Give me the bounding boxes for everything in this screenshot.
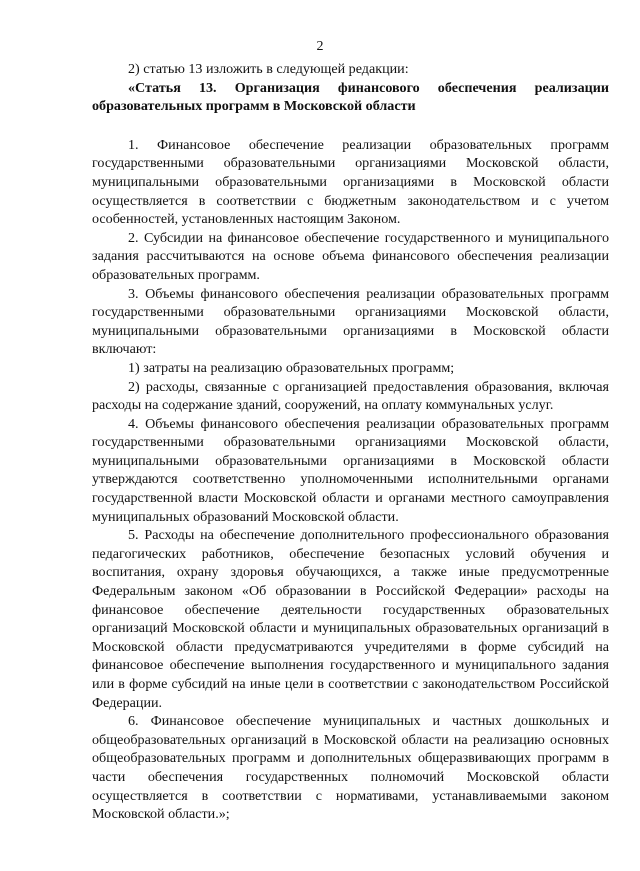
page-number: 2 [316, 39, 324, 54]
list-item-1: 1) затраты на реализацию образовательных программ; [128, 359, 455, 376]
paragraph-5: 5. Расходы на обеспечение дополнительного профессионального образования педагогических работников, обеспечение безопасных условий обучения и воспитания, охрану здоровья обучающихся, а также иные предусмотренные Федеральным законом «Об образовании в Российской Федерации» расходы на финансовое обеспечение деятельности государственных образовательных организаций Московской области и муниципальных образовательных организаций в Московской области предусматриваются учредителями в форме субсидий на финансовое обеспечение выполнения государственного и муниципального задания или в форме субсидий на иные цели в соответствии с законодательством Российской Федерации. [92, 527, 609, 711]
paragraph-1: 1. Финансовое обеспечение реализации образовательных программ государственными образовательными организациями Московской области, муниципальными образовательными организациями в Московской области осуществляется в соответствии с бюджетным законодательством и с учетом особенностей, установленных настоящим Законом. [92, 136, 609, 228]
spacer [92, 116, 609, 136]
paragraph-6: 6. Финансовое обеспечение муниципальных и частных дошкольных и общеобразовательных организаций в Московской области на реализацию основных общеобразовательных программ и дополнительных общеразвивающих программ в части обеспечения государственных полномочий Московской области осуществляется в соответствии с нормативами, устанавливаемыми законом Московской области.»; [92, 713, 609, 823]
paragraph-2: 2. Субсидии на финансовое обеспечение государственного и муниципального задания рассчитываются на основе объема финансового обеспечения реализации образовательных программ. [92, 229, 609, 283]
list-item-2: 2) расходы, связанные с организацией предоставления образования, включая расходы на содержание зданий, сооружений, на оплату коммунальных услуг. [92, 378, 609, 414]
document-body [92, 60, 609, 824]
paragraph-3: 3. Объемы финансового обеспечения реализации образовательных программ государственными образовательными организациями Московской области, муниципальными образовательными организациями в Московской области включают: [92, 285, 609, 358]
paragraph-4: 4. Объемы финансового обеспечения реализации образовательных программ государственными образовательными организациями Московской области, муниципальными образовательными организациями в Московской области утверждаются соответственно уполномоченными исполнительными органами государственной власти Московской области и органами местного самоуправления муниципальных образований Московской области. [92, 415, 609, 525]
intro-line: 2) статью 13 изложить в следующей редакции: [128, 61, 409, 77]
article-title: «Статья 13. Организация финансового обеспечения реализации образовательных программ в Московской области [92, 79, 609, 115]
